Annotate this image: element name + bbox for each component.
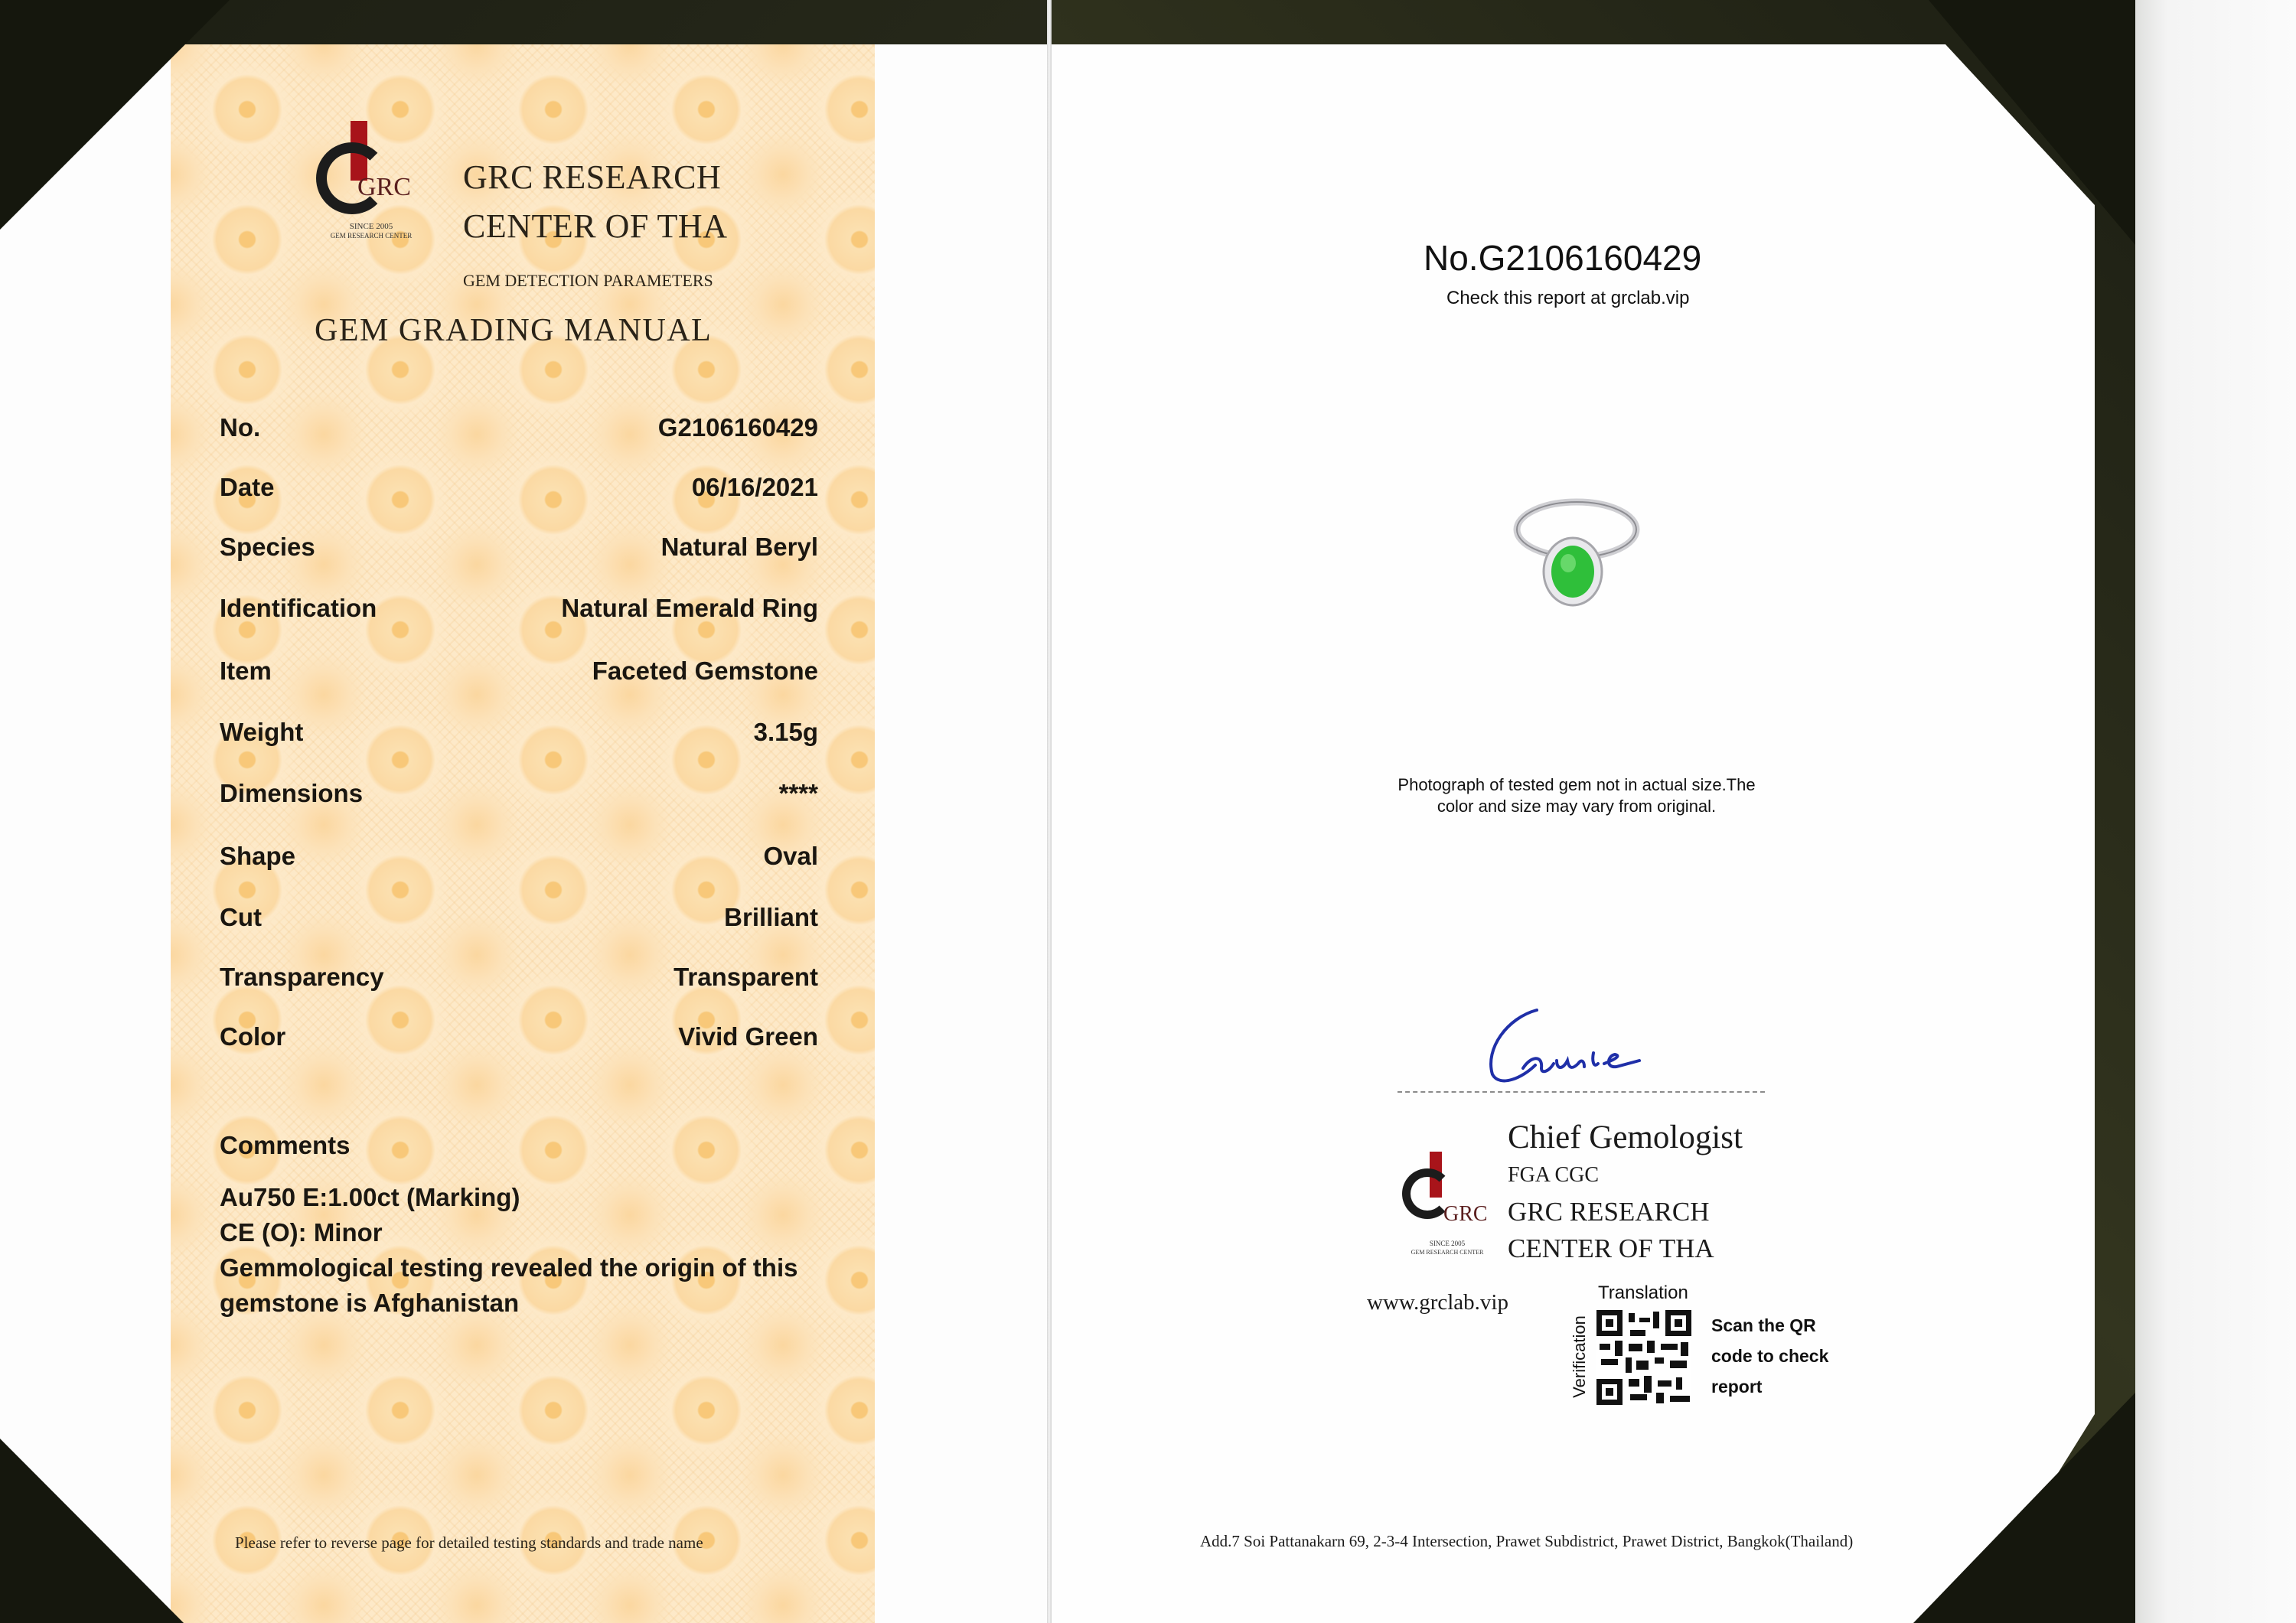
field-row-date bbox=[220, 473, 818, 514]
report-org-line1: GRC RESEARCH bbox=[1508, 1197, 1710, 1227]
emerald-gem bbox=[1551, 546, 1594, 598]
report-number: No.G2106160429 bbox=[1424, 238, 1702, 278]
qr-top-label: Translation bbox=[1598, 1282, 1688, 1303]
field-value: 06/16/2021 bbox=[691, 473, 818, 501]
qr-instruction bbox=[1711, 1310, 1828, 1402]
comments-title: Comments bbox=[220, 1131, 351, 1159]
field-value: G2106160429 bbox=[657, 413, 818, 442]
org-subtitle: GEM DETECTION PARAMETERS bbox=[463, 271, 713, 290]
field-label: Identification bbox=[220, 594, 377, 622]
photo-caption-line1: Photograph of tested gem not in actual size.The bbox=[1397, 775, 1756, 794]
field-row-color bbox=[220, 1022, 818, 1064]
folder-spine bbox=[1047, 0, 1052, 1623]
qr-code[interactable] bbox=[1596, 1310, 1691, 1405]
grc-logo-center: GEM RESEARCH CENTER bbox=[1411, 1249, 1484, 1256]
org-name-line1: GRC RESEARCH bbox=[463, 158, 722, 196]
website-text: www.grclab.vip bbox=[1367, 1290, 1508, 1315]
field-value: Brilliant bbox=[724, 903, 818, 931]
grc-logo bbox=[316, 121, 431, 243]
field-label: Dimensions bbox=[220, 779, 364, 807]
field-row-species bbox=[220, 533, 818, 574]
field-row-identification bbox=[220, 594, 818, 635]
gemologist-credentials: FGA CGC bbox=[1508, 1163, 1600, 1187]
lab-address: Add.7 Soi Pattanakarn 69, 2-3-4 Intersection, Prawet Subdistrict, Prawet District, Bangkok(Thailand) bbox=[1200, 1532, 1854, 1550]
qr-side-label: Verification bbox=[1570, 1315, 1589, 1398]
photo-caption bbox=[1370, 774, 1783, 817]
grc-logo-center: GEM RESEARCH CENTER bbox=[330, 232, 413, 240]
grc-logo-since: SINCE 2005 bbox=[349, 222, 393, 231]
comment-line: Gemmological testing revealed the origin of this bbox=[220, 1253, 798, 1282]
outer-paper-edge bbox=[2135, 0, 2296, 1623]
field-label: Weight bbox=[220, 718, 304, 746]
comment-line: CE (O): Minor bbox=[220, 1218, 383, 1247]
field-row-transparency bbox=[220, 963, 818, 1004]
manual-title: GEM GRADING MANUAL bbox=[315, 313, 713, 348]
qr-instruction-line2: code to check bbox=[1711, 1346, 1829, 1366]
gemologist-title: Chief Gemologist bbox=[1508, 1119, 1743, 1155]
check-report-text: Check this report at grclab.vip bbox=[1446, 288, 1690, 308]
comment-line: gemstone is Afghanistan bbox=[220, 1289, 520, 1317]
field-value: 3.15g bbox=[753, 718, 818, 746]
field-row-no bbox=[220, 413, 818, 455]
grading-certificate bbox=[171, 44, 875, 1623]
qr-instruction-line3: report bbox=[1711, 1377, 1763, 1396]
qr-instruction-line1: Scan the QR bbox=[1711, 1315, 1816, 1335]
report-org-line2: CENTER OF THA bbox=[1508, 1234, 1714, 1263]
field-label: Date bbox=[220, 473, 275, 501]
field-value: Natural Emerald Ring bbox=[561, 594, 818, 622]
field-label: Shape bbox=[220, 842, 296, 870]
field-label: Item bbox=[220, 657, 272, 685]
field-row-shape bbox=[220, 842, 818, 883]
grc-logo-text: GRC bbox=[1443, 1202, 1488, 1226]
gem-ring-photo bbox=[1496, 490, 1665, 612]
org-name-line2: CENTER OF THA bbox=[463, 207, 728, 245]
field-row-weight bbox=[220, 718, 818, 759]
grc-logo-small bbox=[1401, 1152, 1515, 1274]
field-label: Color bbox=[220, 1022, 286, 1051]
field-label: Cut bbox=[220, 903, 262, 931]
field-row-item bbox=[220, 657, 818, 698]
field-value: Natural Beryl bbox=[660, 533, 818, 561]
field-value: Oval bbox=[763, 842, 818, 870]
field-value: **** bbox=[778, 779, 818, 807]
field-row-dimensions bbox=[220, 779, 818, 820]
gemologist-signature bbox=[1477, 995, 1707, 1094]
field-label: No. bbox=[220, 413, 261, 442]
footer-note: Please refer to reverse page for detailed testing standards and trade name bbox=[235, 1533, 703, 1552]
grc-logo-text: GRC bbox=[357, 173, 411, 201]
signature-line bbox=[1397, 1091, 1765, 1093]
field-value: Vivid Green bbox=[678, 1022, 818, 1051]
field-row-cut bbox=[220, 903, 818, 944]
grc-logo-since: SINCE 2005 bbox=[1429, 1240, 1466, 1247]
comment-line: Au750 E:1.00ct (Marking) bbox=[220, 1183, 520, 1211]
field-label: Transparency bbox=[220, 963, 384, 991]
field-value: Faceted Gemstone bbox=[592, 657, 818, 685]
field-label: Species bbox=[220, 533, 315, 561]
photo-caption-line2: color and size may vary from original. bbox=[1437, 797, 1717, 816]
field-value: Transparent bbox=[673, 963, 818, 991]
signature-text: Carrie bbox=[1477, 995, 1479, 996]
